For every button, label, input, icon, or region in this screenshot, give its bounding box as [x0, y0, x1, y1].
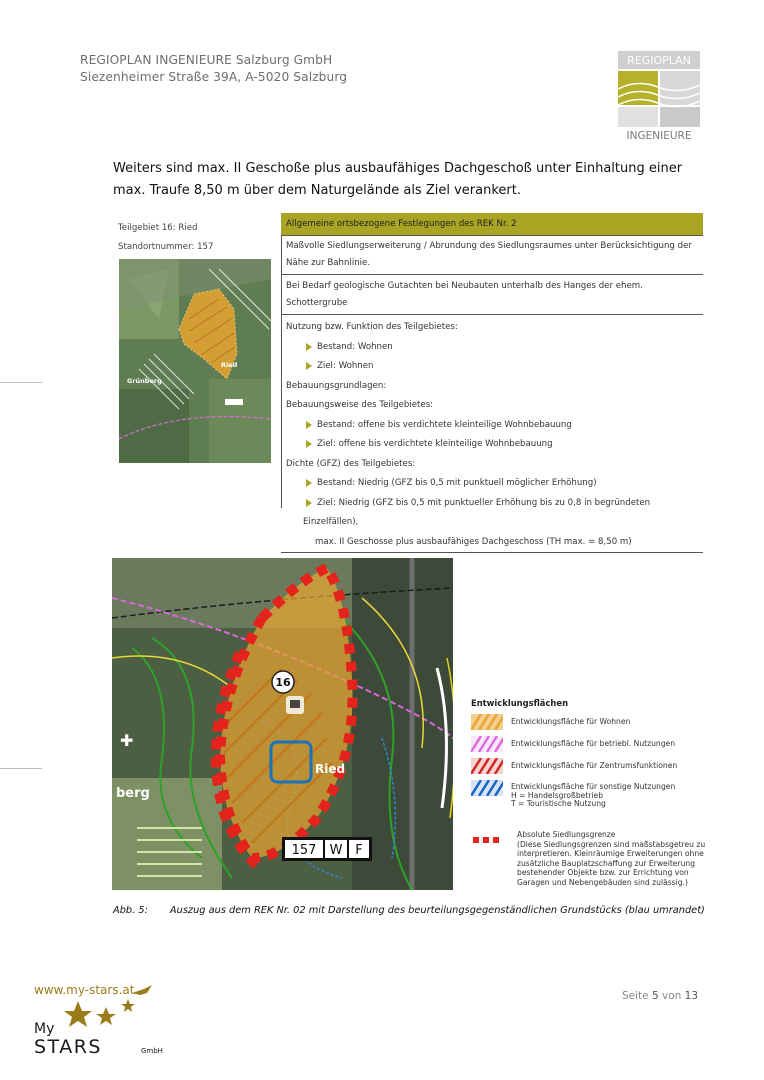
company-name: REGIOPLAN INGENIEURE Salzburg GmbH [80, 53, 333, 67]
footer-url: www.my-stars.at [34, 983, 135, 997]
brand-stars: STARS [34, 1036, 102, 1058]
svg-text:16: 16 [275, 676, 291, 689]
caption-text: Auszug aus dem REK Nr. 02 mit Darstellung des beurteilungsgegenständlichen Grundstücks (blau umrandet) [169, 905, 705, 916]
margin-line [0, 768, 42, 769]
standort-label: Standortnummer: 157 [118, 242, 214, 252]
intro-paragraph: Weiters sind max. II Geschoße plus ausbaufähiges Dachgeschoß unter Einhaltung einer max. Traufe 8,50 m über dem Naturgelände als Ziel verankert. [113, 161, 683, 198]
svg-text:Grünberg: Grünberg [127, 377, 162, 385]
header-address-block [80, 52, 347, 86]
legend-item-wohnen: Entwicklungsfläche für Wohnen [471, 714, 711, 732]
brand-gmbh: GmbH [141, 1047, 163, 1055]
svg-text:✚: ✚ [120, 731, 134, 750]
svg-text:W: W [329, 843, 343, 858]
company-address: Siezenheimer Straße 39A, A-5020 Salzburg [80, 70, 348, 84]
small-map [119, 259, 271, 463]
caption-label: Abb. 5: [113, 905, 148, 916]
svg-text:157: 157 [291, 843, 317, 858]
list-item: Ziel: offene bis verdichtete kleinteilige Wohnbebauung [281, 435, 703, 455]
legend-item-zentrum: Entwicklungsfläche für Zentrumsfunktionen [471, 758, 711, 776]
svg-text:INGENIEURE: INGENIEURE [626, 130, 692, 142]
svg-text:berg: berg [116, 786, 150, 801]
table-header: Allgemeine ortsbezogene Festlegungen des REK Nr. 2 [281, 213, 703, 236]
margin-line [0, 382, 42, 383]
list-item: Bestand: offene bis verdichtete kleinteilige Wohnbebauung [281, 416, 703, 436]
legend-title: Entwicklungsflächen [471, 698, 569, 708]
legend-item-siedlungsgrenze: Absolute Siedlungsgrenze (Diese Siedlungsgrenzen sind maßstabsgetreu zu interpretieren. Kleinräumige Erweiterungen ohne zusätzliche Bauplatzschaffung zur Erweiterung bestehender Objekte bzw. zur Errichtung von Garagen und Nebengebäuden sind zulässig.) [471, 830, 711, 890]
svg-text:Ried: Ried [315, 762, 346, 776]
list-item: Bestand: Niedrig (GFZ bis 0,5 mit punktuell möglicher Erhöhung) [281, 474, 703, 494]
legend-item-betrieb: Entwicklungsfläche für betriebl. Nutzungen [471, 736, 711, 754]
my-stars-logo [32, 983, 177, 1063]
list-item: Ziel: Wohnen [281, 357, 703, 377]
svg-text:Ried: Ried [221, 361, 238, 369]
svg-text:F: F [355, 843, 363, 858]
figure-caption [113, 905, 705, 916]
table-left-column [113, 213, 282, 508]
table-row-2: Bei Bedarf geologische Gutachten bei Neubauten unterhalb des Hanges der ehem. Schottergrube [281, 275, 703, 315]
table-row-1: Maßvolle Siedlungserweiterung / Abrundung des Siedlungsraumes unter Berücksichtigung der Nähe zur Bahnlinie. [281, 236, 703, 275]
bebauung-title: Bebauungsgrundlagen: [286, 380, 387, 391]
list-item: Ziel: Niedrig (GFZ bis 0,5 mit punktueller Erhöhung bis zu 0,8 in begründeten Einzelfällen), [281, 494, 703, 533]
brand-my: My [34, 1021, 55, 1037]
teilgebiet-label: Teilgebiet 16: Ried [118, 223, 198, 233]
table-right-column [281, 213, 703, 553]
page-number: Seite 5 von 13 [622, 990, 699, 1002]
regioplan-logo [618, 51, 700, 143]
list-item: Bestand: Wohnen [281, 338, 703, 358]
bebauungsweise-title: Bebauungsweise des Teilgebietes: [286, 400, 434, 410]
nutzung-title: Nutzung bzw. Funktion des Teilgebietes: [286, 322, 458, 332]
dichte-title: Dichte (GFZ) des Teilgebietes: [286, 458, 416, 469]
svg-text:REGIOPLAN: REGIOPLAN [627, 54, 691, 67]
legend-item-sonstige: Entwicklungsfläche für sonstige Nutzungen H = Handelsgroßbetrieb T = Touristische Nutzung [471, 780, 711, 810]
dichte-ziel-continued: max. II Geschosse plus ausbaufähiges Dachgeschoss (TH max. = 8,50 m) [281, 533, 703, 554]
rek-map [112, 558, 453, 890]
